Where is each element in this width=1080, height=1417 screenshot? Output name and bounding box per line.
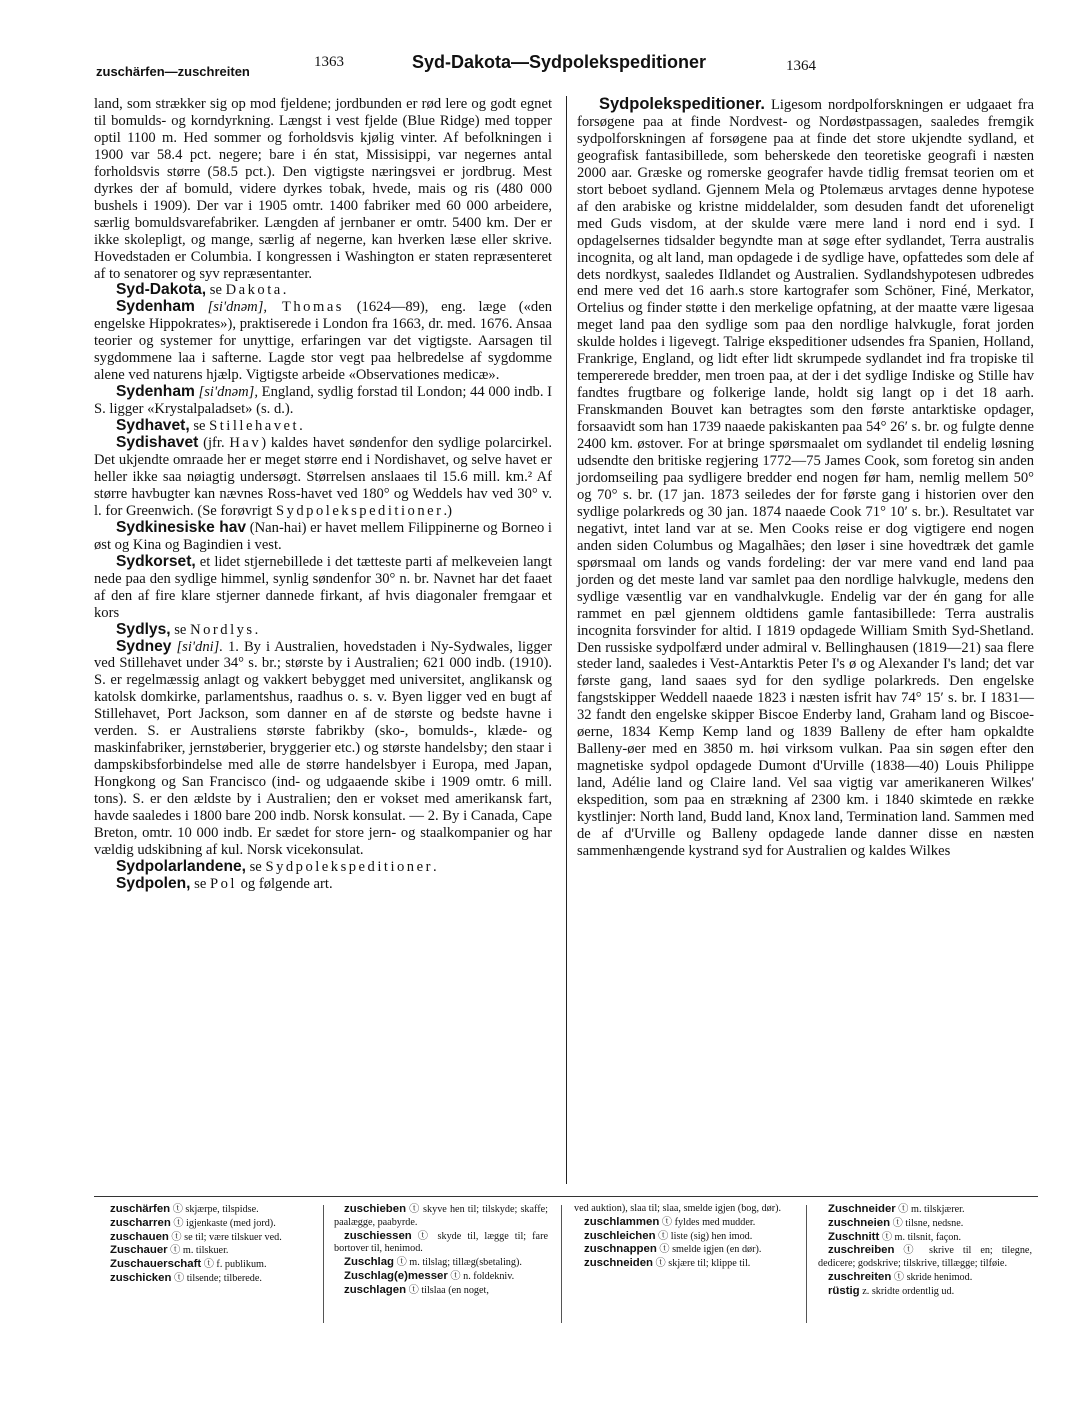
cross-ref: Dakota [225, 282, 283, 299]
entry-sydenham-thomas [94, 299, 552, 384]
page-title: Syd-Dakota—Sydpolekspeditioner [412, 52, 707, 72]
footer-entry [100, 1203, 312, 1217]
footer-entry [334, 1270, 548, 1284]
footer-entry [100, 1217, 312, 1231]
footer-headword: rüstig [828, 1284, 860, 1297]
footer-headword: Zuschnitt [828, 1230, 880, 1243]
left-column [94, 96, 552, 893]
footer-entry [574, 1230, 788, 1244]
footer-definition: ⓣ m. tilsnit, façon. [879, 1231, 962, 1243]
footer-definition: ⓣ skride henimod. [891, 1271, 973, 1283]
cross-ref: Sydpolekspeditioner [265, 858, 433, 875]
entry-text: (1624—89), eng. læge («den engelske Hippokrates»), praktiserede i London fra 1663, dr. med. 1676. Ansaa teorier og systemer for unyttige, erfaringen var det vigtigste. Aarsagen til sygdommene laa i safterne. Lagde stor vegt paa helbredelse af sygdomme alene ved naturens hjælp. Vigtigste arbeide «Observationes medicæ». [94, 299, 553, 384]
pronunciation: [si'dnəm], [194, 299, 268, 316]
entry-text: .) [443, 502, 452, 519]
pronunciation: [si'dnəm], [194, 384, 259, 401]
footer-headword: zuschauen [110, 1230, 169, 1243]
headword: Sydney [116, 637, 172, 655]
entry-text: ) kaldes havet søndenfor den sydlige polarcirkel. Det ukjendte omraade her er meget større end i Nordishavet, og selve havet er heller ikke saa nøiagtig undersøgt. Størrelsen anslaaes til 15.6 mill. km.² Af større havbugter kan nævnes Ross-havet ved 180° og Weddels hav ved 30° v. l. for Greenwich. (Se forøvrigt [94, 435, 552, 519]
footer-headword: Zuschlag(e)messer [344, 1269, 448, 1282]
cross-ref: Hav [229, 435, 262, 452]
pronunciation: [si'dni]. [171, 638, 223, 655]
footer-headword: zuschärfen [110, 1203, 171, 1215]
guide-words: zuschärfen—zuschreiten [96, 64, 250, 79]
footer-definition: ⓣ n. foldekniv. [447, 1270, 515, 1282]
footer-definition: ⓣ m. tilskuer. [167, 1245, 229, 1257]
footer-entry [334, 1284, 548, 1298]
footer-column-4 [818, 1203, 1032, 1299]
footer-entry [818, 1203, 1032, 1217]
entry-sydpolekspeditioner [577, 96, 1034, 860]
footer-definition: ⓣ m. tilslag; tillæg(sbetaling). [394, 1257, 522, 1269]
headword: Syd-Dakota, [116, 281, 207, 299]
cross-ref: Stillehavet [209, 418, 300, 435]
footer-headword: zuschlagen [344, 1283, 407, 1296]
footer-column-3 [574, 1203, 788, 1271]
footer-divider [323, 1205, 324, 1323]
footer-entry [574, 1257, 788, 1271]
footer-divider [561, 1205, 562, 1323]
footer-headword: zuschreiben [828, 1244, 895, 1257]
headword: Sydenham [116, 383, 195, 401]
headword: Sydpolekspeditioner. [599, 95, 765, 113]
entry-sydpolarlandene [94, 859, 552, 876]
footer-definition: ⓣ skyde til, lægge til; fare bortover til, henimod. [334, 1230, 548, 1255]
entry-text: . [432, 858, 437, 875]
footer-entry [818, 1244, 1032, 1271]
entry-sydhavet [94, 418, 552, 435]
entry-sydishavet [94, 435, 552, 520]
entry-sydenham-place [94, 384, 552, 418]
footer-entry [818, 1231, 1032, 1245]
entry-text: . [254, 621, 259, 638]
footer-entry [100, 1272, 312, 1286]
footer-definition: ⓣ m. tilskjærer. [895, 1204, 965, 1215]
footer-entry [574, 1216, 788, 1230]
headword: Sydkorset, [116, 552, 196, 570]
footer-definition: ⓣ tilsne, nedsne. [890, 1217, 964, 1229]
entry-continuation: land, som strækker sig op mod fjeldene; jordbunden er rød lere og godt egnet til bomulds- og korndyrkning. Længst i vest fjelde (Blue Ridge) med topper optil 1100 m. Hed sommer og forholdsvis kjølig vinter. Af befolkningen i 1900 var 58.4 pct. negere; bare i én stat, Missisippi, var negernes antal forholdsvis større (58.5 pct.). Den vigtigste næringsvei er jordbrug. Mest dyrkes der af bomuld, videre dyrkes tobak, hvede, mais og ris (480 000 bushels i 1909). Der var i 1905 omtr. 1400 fabriker med 60 000 arbeidere, særlig bomuldsvarefabriker. Længden af jernbaner er omtr. 5400 km. Der er ikke skolepligt, og mange, særlig af negerne, kan hverken læse eller skrive. Hovedstaden er Columbia. I kongressen i Washington er staten repræsenteret af to senatorer og syv repræsentanter. [94, 96, 552, 282]
entry-text: se [189, 418, 210, 435]
footer-entry [100, 1244, 312, 1258]
footer-entry [100, 1231, 312, 1245]
footer-definition: ⓣ skrive til en; tilegne, dedicere; godskrive; tilskrive, tillægge; tilføie. [818, 1245, 1032, 1270]
entry-text: . [299, 418, 303, 435]
footer-headword: zuschiessen [344, 1229, 412, 1242]
headword: Sydkinesiske hav [116, 518, 247, 536]
footer-headword: zuschieben [344, 1203, 407, 1215]
footer-headword: zuschleichen [584, 1229, 656, 1242]
footer-definition: ⓣ igjenkaste (med jord). [170, 1217, 276, 1229]
footer-headword: zuschnappen [584, 1243, 657, 1256]
entry-sydkinesiske-hav [94, 520, 552, 554]
footer-definition: ⓣ fyldes med mudder. [659, 1216, 756, 1228]
headword: Sydlys, [116, 620, 171, 638]
headword: Sydpolen, [116, 874, 191, 892]
footer-entry [818, 1217, 1032, 1231]
entry-sydney [94, 639, 552, 859]
entry-text: (jfr. [198, 435, 230, 452]
footer-definition: z. skridte ordentlig ud. [859, 1285, 955, 1297]
footer-entry-continuation: ved auktion), slaa til; slaa, smelde igjen (bog, dør). [574, 1203, 782, 1214]
footer-headword: Zuschauerschaft [110, 1258, 202, 1271]
headword: Sydpolarlandene, [116, 857, 246, 875]
footer-divider [806, 1205, 807, 1323]
footer-definition: ⓣ se til; være tilskuer ved. [168, 1231, 282, 1243]
headword: Sydenham [116, 298, 195, 316]
footer-headword: zuschicken [110, 1271, 172, 1284]
footer-definition: ⓣ skjærpe, tilspidse. [170, 1204, 259, 1215]
person-name: Thomas [267, 299, 344, 316]
entry-text: se [245, 858, 266, 875]
footer-entry [334, 1256, 548, 1270]
footer-entry [334, 1230, 548, 1257]
cross-ref: Nordlys [190, 621, 255, 638]
footer-dictionary [94, 1196, 1038, 1347]
footer-headword: zuschneiden [584, 1257, 653, 1270]
footer-entry [100, 1258, 312, 1272]
page-number-left: 1363 [314, 54, 344, 70]
footer-entry [574, 1243, 788, 1257]
headword: Sydishavet [116, 434, 199, 452]
entry-text: 1. By i Australien, hovedstaden i Ny-Sydwales, ligger ved Stillehavet under 34° s. br.; største by i Australien; 621 000 indb. (1910). S. er regelmæssig anlagt og vakkert bebygget med universitet, anglikansk og katolsk domkirke, parlamentshus, raadhus o. s. v. Byen ligger ved en bugt af Stillehavet, Port Jackson, som danner en af de største og bedste havne i verden. S. er Australiens største fabrikby (sko-, bomulds-, klæde- og maskinfabriker, jernstøberier, bryggerier etc.) og største handelsby; den staar i dampskibsforbindelse med alle de større handelsbyer i Europa, med Japan, Hongkong og San Francisco (ind- og udgaaende skibe i 1909 omtr. 6 mill. tons). S. er den ældste by i Australien; den er vokset med amerikansk fart, havde saaledes i 1800 bare 200 indb. Norsk konsulat. — 2. By i Canada, Cape Breton, omtr. 10 000 indb. Er sædet for store jern- og staalkompanier og har vældig udskibning af kul. Norsk vicekonsulat. [94, 638, 552, 858]
footer-definition: ⓣ skyve hen til; tilskyde; skaffe; paalægge, paabyrde. [334, 1204, 548, 1228]
entry-sydpolen [94, 876, 552, 893]
footer-headword: zuschreiten [828, 1270, 892, 1283]
footer-entry [818, 1285, 1032, 1299]
footer-definition: ⓣ smelde igjen (en dør). [656, 1244, 762, 1256]
footer-headword: zuschneien [828, 1216, 891, 1229]
page-header [96, 54, 1056, 84]
footer-definition: ⓣ tilsende; tilberede. [171, 1272, 262, 1284]
right-column [577, 96, 1034, 860]
entry-text: og følgende art. [236, 875, 333, 892]
cross-ref: Sydpolekspeditioner [275, 502, 444, 519]
entry-text: se [190, 875, 210, 892]
entry-text: se [170, 621, 191, 638]
footer-entry [818, 1271, 1032, 1285]
footer-column-1 [100, 1203, 312, 1286]
footer-headword: Zuschauer [110, 1244, 168, 1257]
footer-column-2 [334, 1203, 548, 1298]
footer-definition: ⓣ skjære til; klippe til. [653, 1258, 751, 1270]
headword: Sydhavet, [116, 417, 190, 435]
entry-syd-dakota [94, 282, 552, 299]
entry-text: et lidet stjernebillede i det tætteste parti af melkeveien langt nede paa den sydlige himmel, synlig søndenfor 30° n. br. Navnet har det faaet af den af fire klare stjerner dannede firkant, af hvis diagonaler fremgaar et kors [94, 553, 552, 621]
footer-entry [334, 1203, 548, 1230]
entry-text: (Nan-hai) er havet mellem Filippinerne og Borneo i øst og Kina og Bagindien i vest. [94, 519, 552, 553]
entry-text: England, sydlig forstad til London; 44 000 indb. I S. ligger «Krystalpaladset» (s. d.). [94, 384, 552, 418]
entry-text: . [282, 282, 287, 299]
footer-headword: Zuschlag [344, 1256, 395, 1269]
footer-definition: ⓣ tilslaa (en noget, [406, 1284, 489, 1296]
column-divider [566, 96, 567, 1184]
footer-headword: zuschlammen [584, 1215, 660, 1228]
entry-sydlys [94, 622, 552, 639]
footer-headword: zuscharren [110, 1216, 171, 1229]
footer-headword: Zuschneider [828, 1203, 896, 1215]
entry-text: se [206, 282, 226, 299]
footer-definition: ⓣ liste (sig) hen imod. [655, 1230, 753, 1242]
cross-ref: Pol [209, 875, 237, 892]
entry-text: Ligesom nordpolforskningen er udgaaet fra forsøgene paa at finde Nordvest- og Nordøstpassagen, saaledes fremgik sydpolforskningen af forsøgene paa at finde det store ukjendte sydland, et geografisk fantasibillede, som beherskede den teoretiske geografi i næsten 2000 aar. Græske og romerske geografer havde tidlig fremsat teorien om et stort beboet sydland. Gjennem Mela og Ptolemæus arvtages denne hypotese af den arabiske og kristne middelalder, som desuden fandt det uforeneligt med Guds visdom, at der skulde være mere land i nord end i syd. I opdagelsernes tidsalder begyndte man at søge efter sydlandet, Terra australis incognita, og alt land, man opdagede i de sydlige have, opfattedes som dele af dets nordkyst, saaledes Ildlandet og Australien. Sydlandshypotesen udbredes end mere ved det 16 aarh.s store kartografer som Schöner, Finé, Merkator, Ortelius og finder støtte i den merkelige opfatning, at der maatte være ligesaa meget land paa den sydlige som paa den nordlige halvkugle, forat jorden skulde holdes i ligevegt. Talrige ekspeditioner udsendes fra Spanien, Holland, Frankrige, England, og lidt efter lidt skrumpede sydlandet ind fra tropiske til tempererede bredder, men troen paa, at der i det sydlige Indiske og Stille hav fandtes frugtbare og folkerige lande, holdt sig langt op i det 18 aarh. Franskmanden Bouvet kan betragtes som den første antarktiske opdager, forsaavidt som han 1739 naaede pakiskanten paa 54° 26′ s. br. og fulgte denne 2400 km. østover. For at bringe spørsmaalet om sydlandet til endelig løsning udsendte den britiske regjering 1772—75 James Cook, som foretog sin anden jordomseiling paa sydligere bredder end nogen før ham, nemlig mellem 50° og 70° s. br. (17 jan. 1873 seiledes der for første gang i historien over den sydlige polarkreds og 30 jan. 1874 naaede Cook 71° 10′ s. br.). Resultatet var negativt, intet land var at se. Men Cooks reise er dog vigtigere end nogen anden siden Columbus og Magalhães; den løser i sine hovedtræk det gamle spørsmaal om lands og vands fordeling: der var mere vand end land paa jorden og det meste land var samlet paa den nordlige halvkugle, medens den sydlige væsentlig var en vandhalvkugle. Endelig var der én gang for alle rammet en pæl gjennem oldtidens gamle fantasibillede: Terra australis incognita forsvinder for altid. I 1819 opdagede William Smith Syd-Shetland. Den russiske sydpolfærd under admiral v. Bellinghausen (1819—21) saa flere steder land, saaledes i Vest-Antarktis Peter I's ø og Alexander I's land; det var første gang, land saaes syd for den sydlige polarkreds. Den engelske fangstskipper Weddell naaede 1823 i næsten isfrit hav 74° 15′ s. br. I 1831—32 fandt den engelske skipper Biscoe Enderby land, Graham land og Biscoe-øerne, 1834 Kemp Kemp land og 1839 Balleny de efter ham opkaldte Balleny-øer med en 3850 m. høi virksom vulkan. Paa sin søgen efter den magnetiske sydpol opdagede Dumont d'Urville (1838—40) Louis Philippe land, Adélie land og Claire land. Vel saa vigtig var amerikaneren Wilkes' ekspedition, som paa en strækning af 2300 km. i 1840 skimtede en række kystlinjer: North land, Budd land, Knox land, Termination land. Sammen med de af d'Urville og Balleny opdagede lande danner disse en næsten sammenhængende kystrand syd for Australien og kaldes Wilkes [577, 97, 1034, 859]
page-number-right: 1364 [786, 58, 816, 74]
footer-definition: ⓣ f. publikum. [201, 1259, 267, 1271]
entry-sydkorset [94, 554, 552, 622]
